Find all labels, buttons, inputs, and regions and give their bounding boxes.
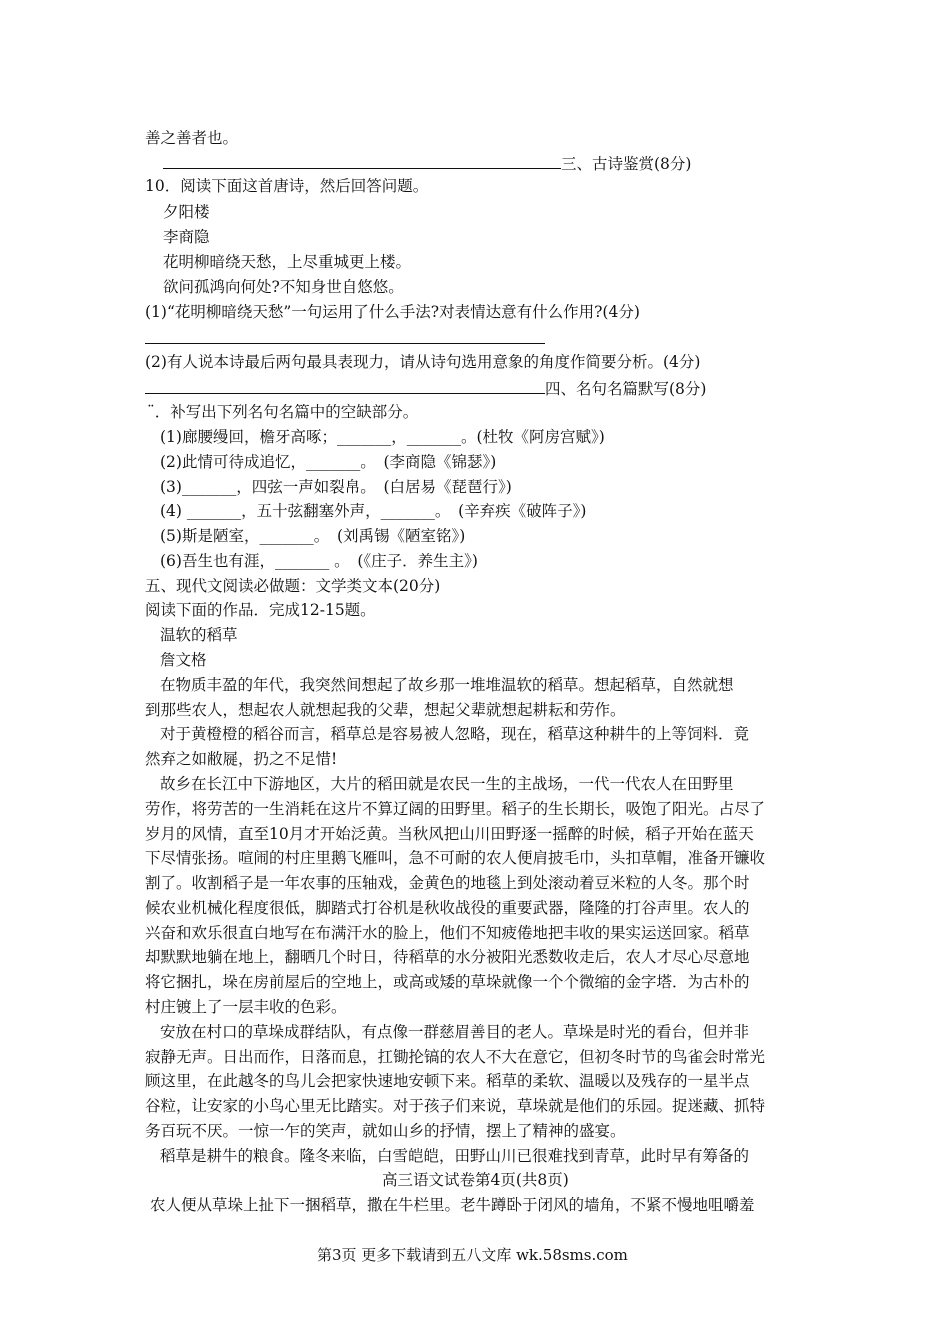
poem-author: 李商隐: [163, 228, 210, 246]
fill-blank-item: (6)吾生也有涯，_______ 。 (《庄子．养生主》): [160, 552, 478, 570]
essay-line: 岁月的风情，直至10月才开始泛黄。当秋风把山川田野逐一摇醉的时候，稻子开始在蓝天: [145, 825, 754, 843]
answer-line: [145, 343, 545, 344]
poem-line: 花明柳暗绕天愁，上尽重城更上楼。: [163, 253, 412, 271]
page-footer: 第3页 更多下载请到五八文库 wk.58sms.com: [317, 1246, 628, 1264]
essay-line: 谷粒，让安家的小鸟心里无比踏实。对于孩子们来说，草垛就是他们的乐园。捉迷藏、抓特: [145, 1097, 766, 1115]
text-line: 善之善者也。: [145, 129, 239, 147]
essay-line: 顾这里，在此越冬的鸟儿会把家快速地安顿下来。稻草的柔软、温暖以及残存的一星半点: [145, 1072, 750, 1090]
poem-title: 夕阳楼: [163, 203, 210, 221]
fill-blank-item: (5)斯是陋室，_______。 (刘禹锡《陋室铭》): [160, 527, 466, 545]
section-heading-recitation: 四、名句名篇默写(8分): [145, 377, 706, 397]
reading-instruction: 阅读下面的作品．完成12-15题。: [145, 601, 376, 619]
essay-line: 候农业机械化程度很低，脚踏式打谷机是秋收战役的重要武器，隆隆的打谷声里。农人的: [145, 899, 750, 917]
poem-line: 欲问孤鸿向何处?不知身世自悠悠。: [163, 278, 404, 296]
section-heading-reading: 五、现代文阅读必做题：文学类文本(20分): [145, 577, 441, 595]
essay-line: 寂静无声。日出而作，日落而息，扛锄抡镐的农人不大在意它，但初冬时节的鸟雀会时常光: [145, 1048, 766, 1066]
question-10: 10．阅读下面这首唐诗，然后回答问题。: [145, 177, 429, 195]
essay-line: 到那些农人，想起农人就想起我的父辈，想起父辈就想起耕耘和劳作。: [145, 701, 626, 719]
answer-blank-line: [163, 152, 561, 169]
answer-blank-line: [145, 377, 545, 394]
question-11: ¨．补写出下列名句名篇中的空缺部分。: [147, 403, 419, 421]
essay-line: 在物质丰盈的年代，我突然间想起了故乡那一堆堆温软的稻草。想起稻草，自然就想: [160, 676, 734, 694]
sub-question-2: (2)有人说本诗最后两句最具表现力，请从诗句选用意象的角度作简要分析。(4分): [145, 353, 701, 371]
sub-question-1: (1)“花明柳暗绕天愁”一句运用了什么手法?对表情达意有什么作用?(4分): [145, 303, 640, 321]
exam-page-label: 高三语文试卷第4页(共8页): [382, 1171, 569, 1189]
essay-line: 安放在村口的草垛成群结队，有点像一群慈眉善目的老人。草垛是时光的看台，但并非: [160, 1023, 750, 1041]
essay-line: 农人便从草垛上扯下一捆稻草，撒在牛栏里。老牛蹲卧于闭风的墙角，不紧不慢地咀嚼羞: [150, 1196, 755, 1214]
essay-line: 稻草是耕牛的粮食。隆冬来临，白雪皑皑，田野山川已很难找到青草，此时早有筹备的: [160, 1147, 750, 1165]
fill-blank-item: (2)此情可待成追忆，_______。 (李商隐《锦瑟》): [160, 453, 497, 471]
essay-title: 温软的稻草: [160, 626, 238, 644]
essay-line: 劳作，将劳苦的一生消耗在这片不算辽阔的田野里。稻子的生长期长，吸饱了阳光。占尽了: [145, 800, 766, 818]
essay-line: 村庄镀上了一层丰收的色彩。: [145, 998, 347, 1016]
essay-line: 将它捆扎，垛在房前屋后的空地上，或高或矮的草垛就像一个个微缩的金字塔．为古朴的: [145, 973, 750, 991]
essay-line: 下尽情张扬。喧闹的村庄里鹅飞雁叫，急不可耐的农人便肩披毛巾，头扣草帽，准备开镰收: [145, 849, 766, 867]
fill-blank-item: (4) _______，五十弦翻塞外声，_______。 (辛弃疾《破阵子》): [160, 502, 587, 520]
section-heading-poetry: 三、古诗鉴赏(8分): [163, 152, 691, 172]
essay-line: 然弃之如敝屣，扔之不足惜!: [145, 750, 338, 768]
essay-line: 故乡在长江中下游地区，大片的稻田就是农民一生的主战场，一代一代农人在田野里: [160, 775, 734, 793]
essay-line: 对于黄橙橙的稻谷而言，稻草总是容易被人忽略，现在，稻草这种耕牛的上等饲料．竟: [160, 725, 750, 743]
essay-line: 兴奋和欢乐很直白地写在布满汗水的脸上，他们不知疲倦地把丰收的果实运送回家。稻草: [145, 924, 750, 942]
fill-blank-item: (1)廊腰缦回，檐牙高啄；_______，_______。(杜牧《阿房宫赋》): [160, 428, 605, 446]
essay-line: 却默默地躺在地上，翻晒几个时日，待稻草的水分被阳光悉数收走后，农人才尽心尽意地: [145, 948, 750, 966]
fill-blank-item: (3)_______，四弦一声如裂帛。 (白居易《琵琶行》): [160, 478, 512, 496]
essay-line: 务百玩不厌。一惊一乍的笑声，就如山乡的抒情，摆上了精神的盛宴。: [145, 1122, 626, 1140]
essay-author: 詹文格: [160, 651, 207, 669]
essay-line: 割了。收割稻子是一年农事的压轴戏，金黄色的地毯上到处滚动着豆米粒的人冬。那个时: [145, 874, 750, 892]
